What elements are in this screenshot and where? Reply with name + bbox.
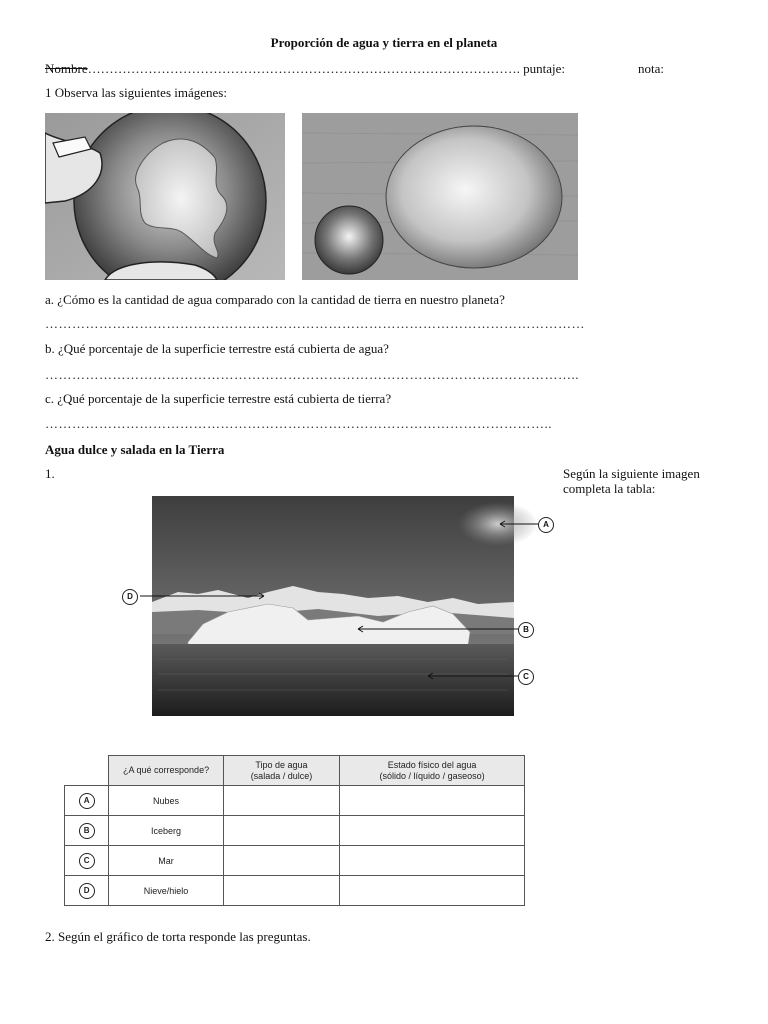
header-estado-fisico <box>340 756 525 786</box>
side-note-1: Según la siguiente imagen <box>563 466 700 481</box>
side-note-2: completa la tabla: <box>563 481 656 496</box>
label-a-badge: A <box>538 517 554 533</box>
row-item: Mar <box>109 846 224 876</box>
row-letter-cell <box>65 816 109 846</box>
answer-line-c[interactable]: ………………………………………………………………………………………………….. <box>45 416 552 431</box>
answer-line-b[interactable]: ……………………………………………………………………………………………………….. <box>45 367 579 382</box>
question-b: b. ¿Qué porcentaje de la superficie terrestre está cubierta de agua? <box>45 341 389 356</box>
tipo-agua-cell[interactable] <box>223 846 339 876</box>
puntaje-label: puntaje: <box>523 61 565 76</box>
label-b-badge: B <box>518 622 534 638</box>
nombre-label: Nombre <box>45 61 88 76</box>
question-c: c. ¿Qué porcentaje de la superficie terrestre está cubierta de tierra? <box>45 391 392 406</box>
answer-line-a[interactable]: ………………………………………………………………………………………………………… <box>45 316 585 331</box>
estado-fisico-cell[interactable] <box>340 846 525 876</box>
header-tipo-agua <box>223 756 339 786</box>
table-row <box>65 786 525 816</box>
nombre-dots: ………………………………………………………………………………………. <box>87 61 520 76</box>
row-item: Nubes <box>109 786 224 816</box>
estado-fisico-cell[interactable] <box>340 816 525 846</box>
table-row <box>65 816 525 846</box>
row-item: Iceberg <box>109 816 224 846</box>
spheres-image <box>302 113 578 280</box>
row-letter-cell <box>65 786 109 816</box>
globe-image <box>45 113 285 280</box>
instruction-1: 1 Observa las siguientes imágenes: <box>45 85 227 100</box>
table-row <box>65 846 525 876</box>
table-row <box>65 876 525 906</box>
estado-fisico-cell[interactable] <box>340 786 525 816</box>
tipo-agua-cell[interactable] <box>223 816 339 846</box>
section-heading: Agua dulce y salada en la Tierra <box>45 442 225 457</box>
question-a: a. ¿Cómo es la cantidad de agua comparado con la cantidad de tierra en nuestro planeta? <box>45 292 505 307</box>
estado-fisico-cell[interactable] <box>340 876 525 906</box>
glacier-photo <box>118 494 558 716</box>
nota-label: nota: <box>638 61 664 76</box>
tipo-agua-cell[interactable] <box>223 876 339 906</box>
header-tipo-agua-line1: Tipo de agua <box>255 759 308 770</box>
row-letter-cell <box>65 846 109 876</box>
header-estado-line2: (sólido / líquido / gaseoso) <box>379 770 485 781</box>
water-table <box>64 755 525 906</box>
instruction-2: 2. Según el gráfico de torta responde las preguntas. <box>45 929 311 944</box>
label-c-badge: C <box>518 669 534 685</box>
tipo-agua-cell[interactable] <box>223 786 339 816</box>
table-header-row <box>65 756 525 786</box>
row-letter-badge: D <box>79 883 95 899</box>
page-title: Proporción de agua y tierra en el planeta <box>270 35 498 50</box>
row-item: Nieve/hielo <box>109 876 224 906</box>
table-corner <box>65 756 109 786</box>
header-corresponde: ¿A qué corresponde? <box>109 756 224 786</box>
label-d-badge: D <box>122 589 138 605</box>
row-letter-badge: A <box>79 793 95 809</box>
row-letter-badge: B <box>79 823 95 839</box>
name-line <box>45 61 565 77</box>
row-letter-cell <box>65 876 109 906</box>
item-number: 1. <box>45 466 55 481</box>
header-tipo-agua-line2: (salada / dulce) <box>250 770 313 781</box>
header-estado-line1: Estado físico del agua <box>387 759 477 770</box>
row-letter-badge: C <box>79 853 95 869</box>
